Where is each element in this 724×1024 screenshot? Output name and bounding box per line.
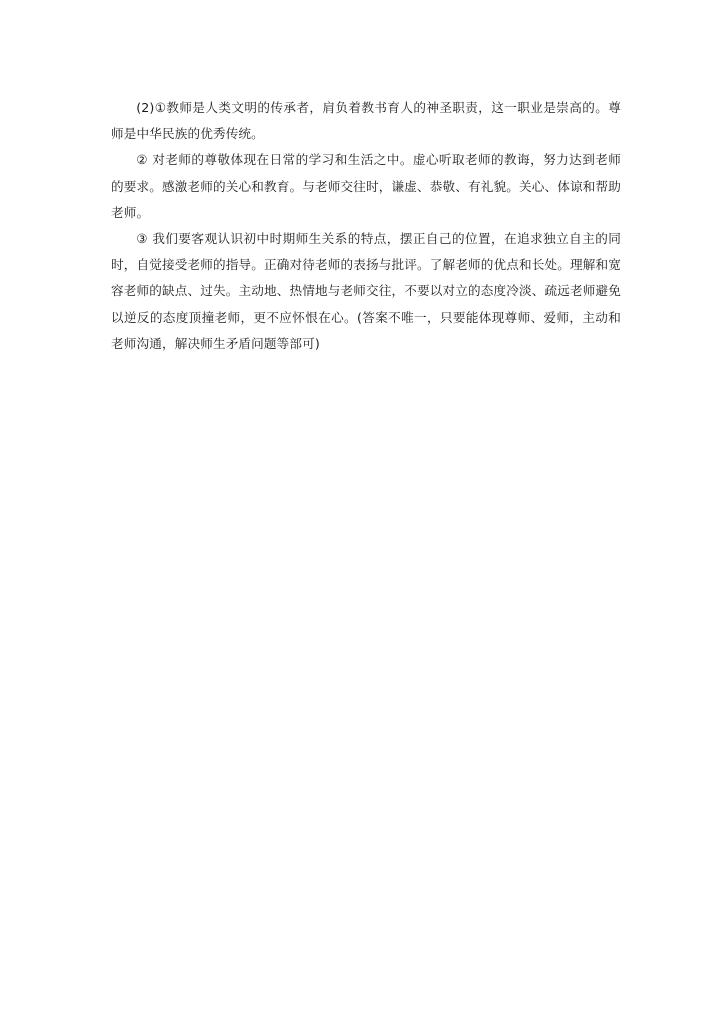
paragraph-1: (2)①教师是人类文明的传承者，肩负着教书育人的神圣职责，这一职业是崇高的。尊师是中华民族的优秀传统。 <box>111 100 621 142</box>
paragraph-3: ③ 我们要客观认识初中时期师生关系的特点，摆正自己的位置，在追求独立自主的同时，自觉接受老师的指导。正确对待老师的表扬与批评。了解老师的优点和长处。理解和宽容老师的缺点、过失。主动地、热情地与老师交往，不要以对立的态度冷淡、疏远老师避免以逆反的态度顶撞老师，更不应怀恨在心。(答案不唯一，只要能体现尊师、爱师，主动和老师沟通，解决师生矛盾问题等部可) <box>111 231 621 351</box>
answer-text-block <box>111 95 621 357</box>
paragraph-2: ② 对老师的尊敬体现在日常的学习和生活之中。虚心听取老师的教诲，努力达到老师的要求。感激老师的关心和教育。与老师交往时，谦虚、恭敬、有礼貌。关心、体谅和帮助老师。 <box>111 152 621 220</box>
